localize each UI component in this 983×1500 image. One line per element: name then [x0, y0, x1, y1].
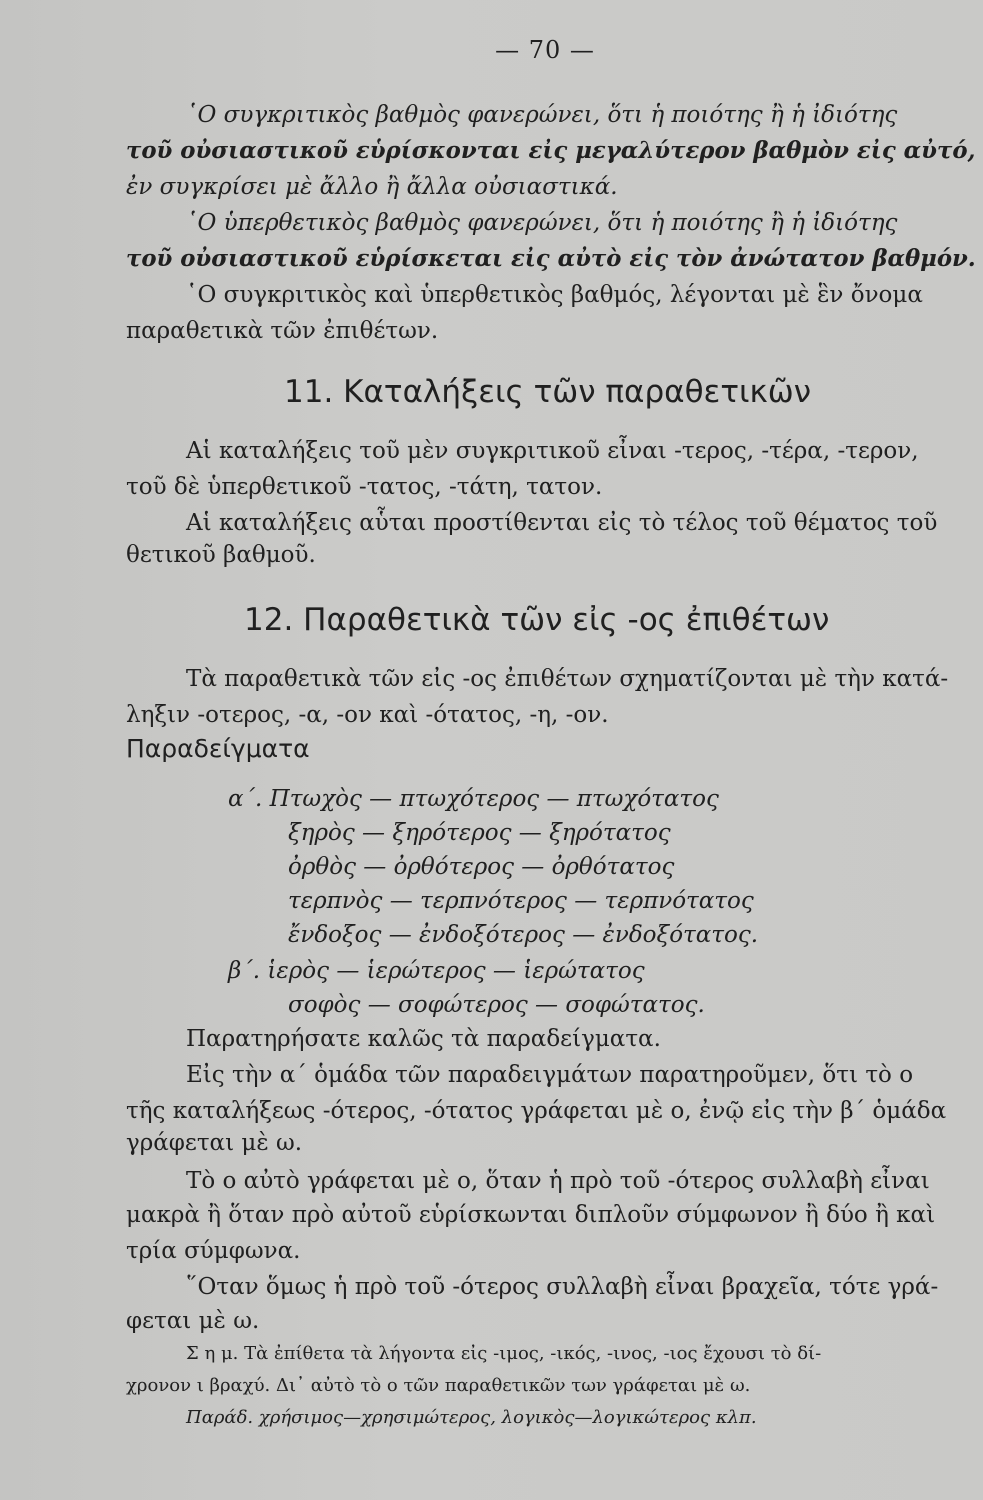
example-b-2: σοφὸς — σοφώτερος — σοφώτατος.	[288, 992, 705, 1018]
remark-line-1: Σ η μ. Τὰ ἐπίθετα τὰ λήγοντα εἰς -ιμος, -ικός, -ινος, -ιος ἔχουσι τὸ δί-	[186, 1343, 822, 1364]
section-11-line-4: θετικοῦ βαθμοῦ.	[126, 542, 316, 568]
example-a-3: ὀρθὸς — ὀρθότερος — ὀρθότατος	[288, 854, 675, 880]
notes-line-4: γράφεται μὲ ω.	[126, 1130, 303, 1156]
page-number: — 70 —	[495, 36, 595, 64]
notes-line-2: Εἰς τὴν α΄ ὁμάδα τῶν παραδειγμάτων παρατηροῦμεν, ὅτι τὸ ο	[186, 1062, 914, 1088]
example-a-5: ἔνδοξος — ἐνδοξότερος — ἐνδοξότατος.	[288, 922, 759, 948]
section-12-line-2: ληξιν -οτερος, -α, -ον καὶ -ότατος, -η, -ον.	[126, 702, 609, 728]
intro-line-1: ῾Ο συγκριτικὸς βαθμὸς φανερώνει, ὅτι ἡ ποιότης ἢ ἡ ἰδιότης	[186, 102, 898, 128]
section-11-line-2: τοῦ δὲ ὑπερθετικοῦ -τατος, -τάτη, τατον.	[126, 474, 603, 500]
notes-line-3: τῆς καταλήξεως -ότερος, -ότατος γράφεται μὲ ο, ἐνῷ εἰς τὴν β΄ ὁμάδα	[126, 1098, 947, 1124]
intro-line-3: ἐν συγκρίσει μὲ ἄλλο ἢ ἄλλα οὐσιαστικά.	[126, 174, 618, 200]
section-12-title: 12. Παραθετικὰ τῶν εἰς -ος ἐπιθέτων	[244, 602, 830, 638]
notes-line-1: Παρατηρήσατε καλῶς τὰ παραδείγματα.	[186, 1026, 661, 1052]
notes-line-5: Τὸ ο αὐτὸ γράφεται μὲ ο, ὅταν ἡ πρὸ τοῦ -ότερος συλλαβὴ εἶναι	[186, 1168, 930, 1194]
remark-line-2: χρονον ι βραχύ. Δι᾿ αὐτὸ τὸ ο τῶν παραθετικῶν των γράφεται μὲ ω.	[126, 1375, 751, 1396]
section-12-line-1: Τὰ παραθετικὰ τῶν εἰς -ος ἐπιθέτων σχηματίζονται μὲ τὴν κατά-	[186, 666, 949, 692]
section-11-line-1: Αἱ καταλήξεις τοῦ μὲν συγκριτικοῦ εἶναι -τερος, -τέρα, -τερον,	[186, 438, 919, 464]
remark-line-3: Παράδ. χρήσιμος—χρησιμώτερος, λογικὸς—λογικώτερος κλπ.	[186, 1407, 757, 1428]
intro-line-7: παραθετικὰ τῶν ἐπιθέτων.	[126, 318, 439, 344]
section-11-title: 11. Καταλήξεις τῶν παραθετικῶν	[284, 374, 812, 410]
examples-heading: Παραδείγματα	[126, 734, 310, 763]
example-b-1: β΄. ἱερὸς — ἱερώτερος — ἱερώτατος	[228, 958, 645, 984]
notes-line-7: τρία σύμφωνα.	[126, 1238, 301, 1264]
intro-line-2: τοῦ οὐσιαστικοῦ εὑρίσκονται εἰς μεγαλύτερον βαθμὸν εἰς αὐτό,	[126, 137, 976, 164]
section-11-line-3: Αἱ καταλήξεις αὗται προστίθενται εἰς τὸ τέλος τοῦ θέματος τοῦ	[186, 510, 938, 536]
intro-line-6: ῾Ο συγκριτικὸς καὶ ὑπερθετικὸς βαθμός, λέγονται μὲ ἓν ὄνομα	[186, 282, 923, 308]
notes-line-8: ῞Οταν ὅμως ἡ πρὸ τοῦ -ότερος συλλαβὴ εἶναι βραχεῖα, τότε γρά-	[186, 1274, 939, 1300]
intro-line-4: ῾Ο ὑπερθετικὸς βαθμὸς φανερώνει, ὅτι ἡ ποιότης ἢ ἡ ἰδιότης	[186, 210, 898, 236]
notes-line-6: μακρὰ ἢ ὅταν πρὸ αὐτοῦ εὑρίσκωνται διπλοῦν σύμφωνον ἢ δύο ἢ καὶ	[126, 1202, 936, 1228]
notes-line-9: φεται μὲ ω.	[126, 1308, 260, 1334]
example-a-1: α΄. Πτωχὸς — πτωχότερος — πτωχότατος	[228, 786, 719, 812]
example-a-2: ξηρὸς — ξηρότερος — ξηρότατος	[288, 820, 671, 846]
example-a-4: τερπνὸς — τερπνότερος — τερπνότατος	[288, 888, 754, 914]
intro-line-5: τοῦ οὐσιαστικοῦ εὑρίσκεται εἰς αὐτὸ εἰς τὸν ἀνώτατον βαθμόν.	[126, 245, 976, 272]
